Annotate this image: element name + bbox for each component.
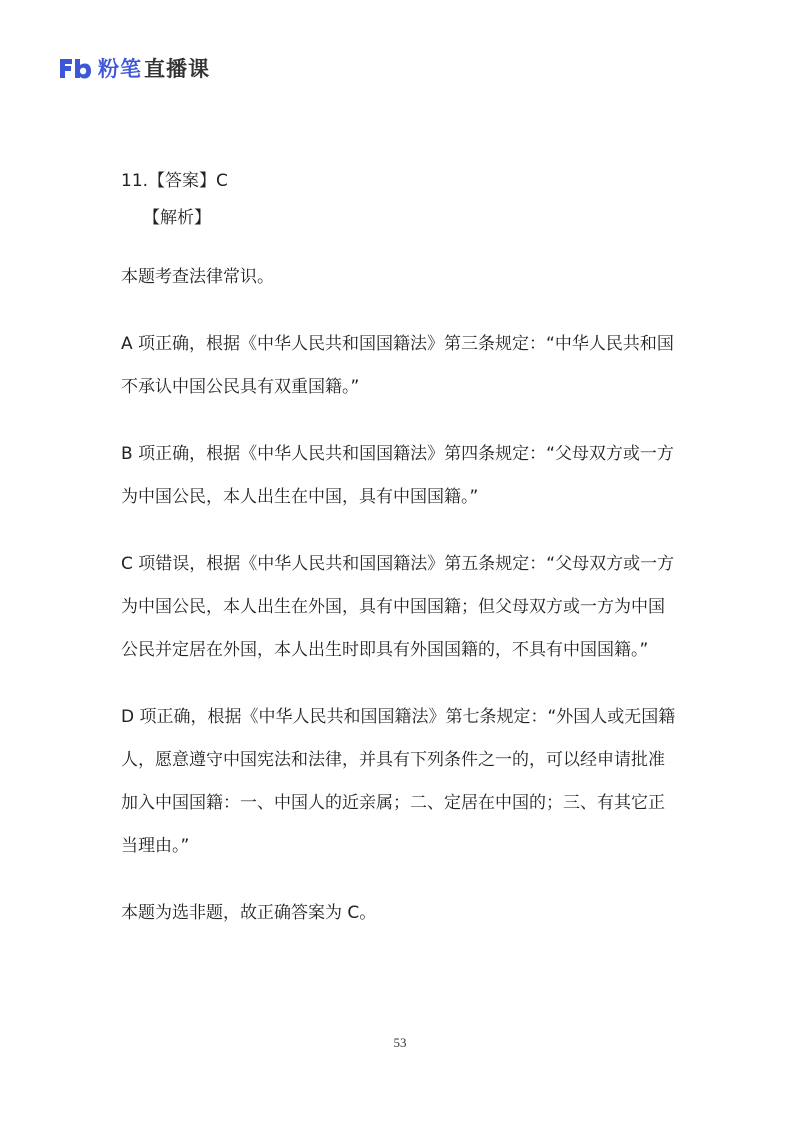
analysis-label: 【解析】 <box>143 208 211 228</box>
paragraph-option-d: D 项正确，根据《中华人民共和国国籍法》第七条规定：“外国人或无国籍人，愿意遵守中国宪法和法律，并具有下列条件之一的，可以经申请批准加入中国国籍：一、中国人的近亲属；二、定居在中国的；三、有其它正当理由。” <box>121 707 676 856</box>
paragraph-option-c: C 项错误，根据《中华人民共和国国籍法》第五条规定：“父母双方或一方为中国公民，本人出生在外国，具有中国国籍；但父母双方或一方为中国公民并定居在外国，本人出生时即具有外国国籍的，不具有中国国籍。” <box>121 554 675 660</box>
brand-accent: 粉笔 <box>98 57 142 81</box>
answer-explanation <box>121 166 681 935</box>
header <box>58 54 210 82</box>
page-number: 53 <box>393 1035 407 1050</box>
paragraph-option-b: B 项正确，根据《中华人民共和国国籍法》第四条规定：“父母双方或一方为中国公民，本人出生在中国，具有中国国籍。” <box>121 444 674 507</box>
paragraph-option-a: A 项正确，根据《中华人民共和国国籍法》第三条规定：“中华人民共和国不承认中国公民具有双重国籍。” <box>121 334 674 397</box>
brand-name <box>98 53 210 83</box>
paragraph-conclusion: 本题为选非题，故正确答案为 C。 <box>121 903 377 923</box>
fb-logo-icon <box>58 56 92 80</box>
answer-line: 11.【答案】C <box>121 171 228 191</box>
paragraph-topic: 本题考查法律常识。 <box>121 267 274 287</box>
brand-rest: 直播课 <box>144 57 210 81</box>
